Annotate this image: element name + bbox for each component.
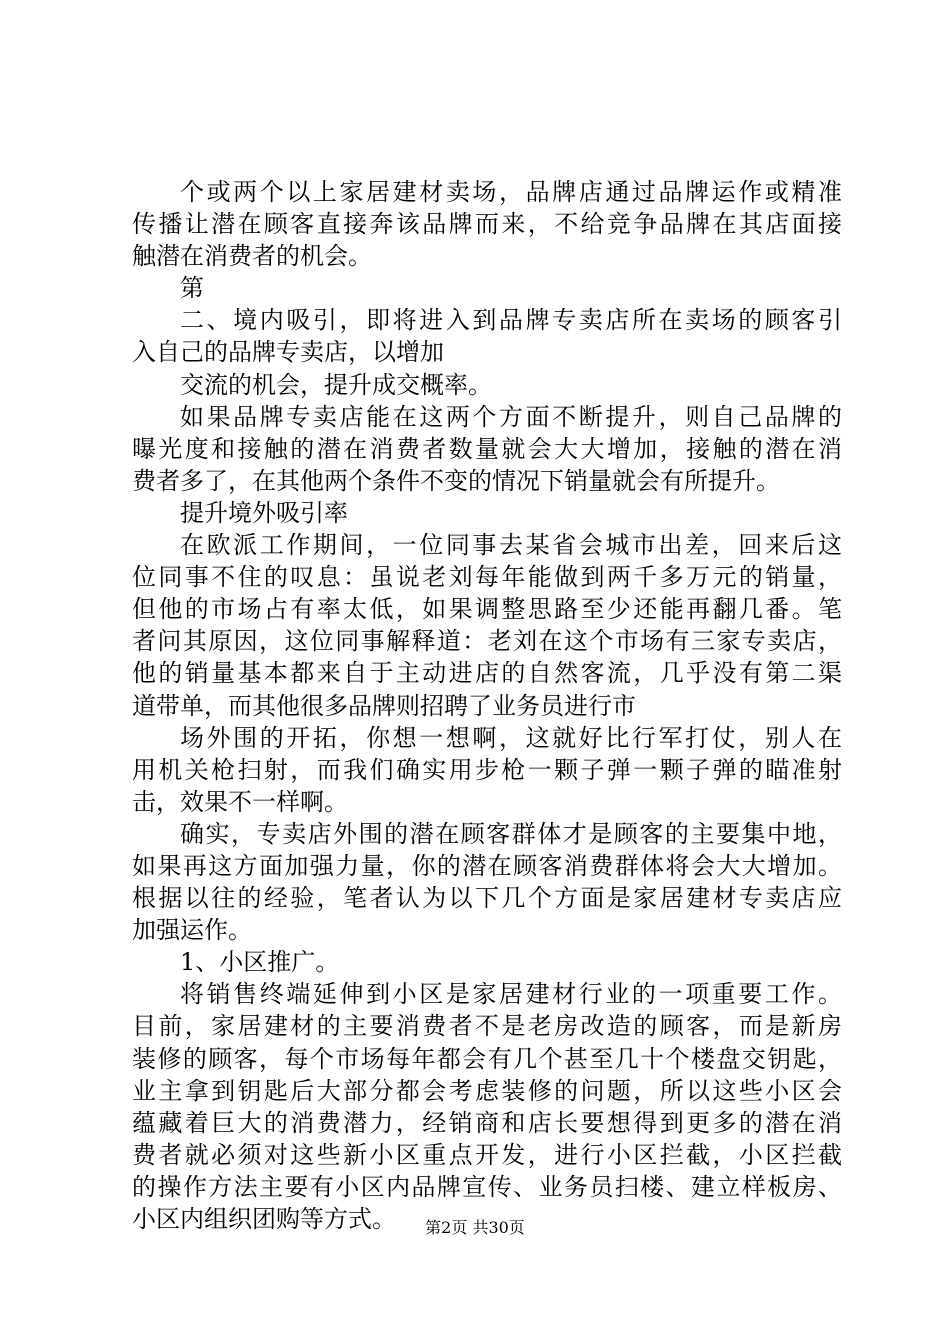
- text-line: 位同事不住的叹息：虽说老刘每年能做到两千多万元的销量，: [132, 563, 842, 592]
- text-line: 装修的顾客，每个市场每年都会有几个甚至几十个楼盘交钥匙，: [132, 1044, 842, 1073]
- text-line: 二、境内吸引，即将进入到品牌专卖店所在卖场的顾客引: [180, 306, 842, 335]
- text-line: 交流的机会，提升成交概率。: [180, 370, 492, 399]
- text-line: 根据以往的经验，笔者认为以下几个方面是家居建材专卖店应: [132, 884, 842, 913]
- text-line: 业主拿到钥匙后大部分都会考虑装修的问题，所以这些小区会: [132, 1076, 842, 1105]
- text-line: 个或两个以上家居建材卖场，品牌店通过品牌运作或精准: [180, 178, 842, 206]
- text-line: 目前，家居建材的主要消费者不是老房改造的顾客，而是新房: [132, 1012, 842, 1041]
- text-line: 但他的市场占有率太低，如果调整思路至少还能再翻几番。笔: [132, 595, 842, 624]
- text-line: 他的销量基本都来自于主动进店的自然客流，几乎没有第二渠: [132, 659, 842, 688]
- text-line: 小区内组织团购等方式。: [132, 1205, 396, 1233]
- text-line: 费者多了，在其他两个条件不变的情况下销量就会有所提升。: [132, 466, 780, 495]
- text-line: 者问其原因，这位同事解释道：老刘在这个市场有三家专卖店，: [132, 627, 842, 656]
- text-line: 击，效果不一样啊。: [132, 787, 348, 816]
- document-body: [132, 176, 842, 1235]
- text-line: 费者就必须对这些新小区重点开发，进行小区拦截，小区拦截: [132, 1140, 842, 1169]
- text-line: 的操作方法主要有小区内品牌宣传、业务员扫楼、建立样板房、: [132, 1172, 842, 1201]
- text-line: 场外围的开拓，你想一想啊，这就好比行军打仗，别人在: [180, 723, 842, 752]
- text-line: 加强运作。: [132, 916, 252, 945]
- text-line: 如果品牌专卖店能在这两个方面不断提升，则自己品牌的: [180, 402, 842, 431]
- page-footer: 第2页 共30页: [425, 1218, 525, 1237]
- text-line: 蕴藏着巨大的消费潜力，经销商和店长要想得到更多的潜在消: [132, 1108, 842, 1137]
- text-line: 触潜在消费者的机会。: [132, 242, 372, 271]
- text-line: 1、小区推广。: [180, 948, 340, 977]
- text-line: 入自己的品牌专卖店，以增加: [132, 338, 444, 367]
- text-line: 将销售终端延伸到小区是家居建材行业的一项重要工作。: [180, 980, 842, 1009]
- text-line: 如果再这方面加强力量，你的潜在顾客消费群体将会大大增加。: [132, 851, 842, 880]
- text-line: 在欧派工作期间，一位同事去某省会城市出差，回来后这: [180, 531, 842, 560]
- text-line: 确实，专卖店外围的潜在顾客群体才是顾客的主要集中地，: [180, 819, 842, 848]
- text-line: 第: [180, 274, 204, 303]
- text-line: 曝光度和接触的潜在消费者数量就会大大增加，接触的潜在消: [132, 434, 842, 463]
- text-line: 传播让潜在顾客直接奔该品牌而来，不给竞争品牌在其店面接: [132, 210, 842, 239]
- text-line: 用机关枪扫射，而我们确实用步枪一颗子弹一颗子弹的瞄准射: [132, 755, 842, 784]
- text-line: 提升境外吸引率: [180, 498, 348, 527]
- text-line: 道带单，而其他很多品牌则招聘了业务员进行市: [132, 691, 636, 720]
